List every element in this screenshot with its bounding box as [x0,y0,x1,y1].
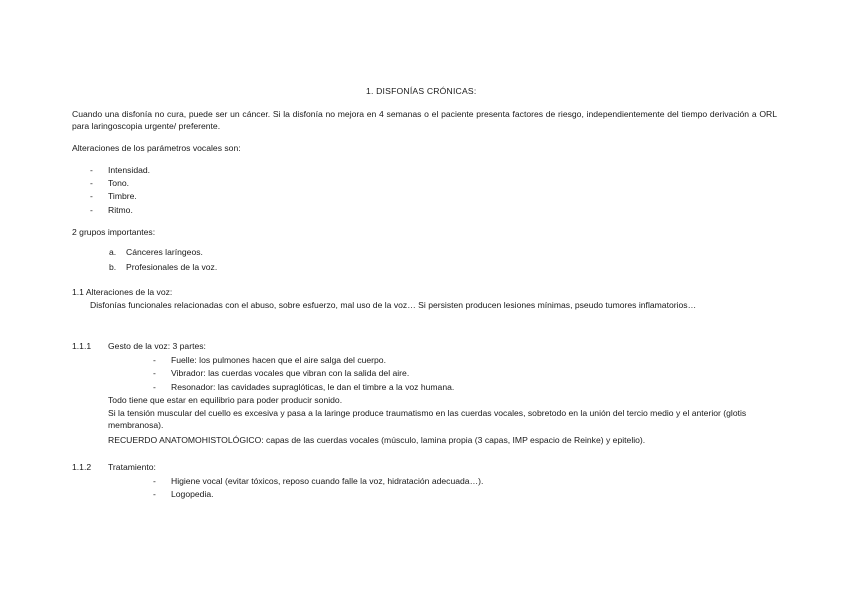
bullet-dash: - [90,191,93,201]
bullet-dash: - [153,368,156,378]
section-1-1-1-number: 1.1.1 [72,341,92,351]
list-item: - Tono. [90,178,130,188]
section-1-1-1-paragraph-1: Todo tiene que estar en equilibrio para poder producir sonido. [108,395,343,405]
section-1-1-1-paragraph-2: Si la tensión muscular del cuello es excesiva y pasa a la laringe produce traumatismo en las cuerdas vocales, sobretodo en la unión del tercio medio y el anterior (glotis membranosa). [108,408,747,430]
list-item: - Fuelle: los pulmones hacen que el aire salga del cuerpo. [153,355,386,365]
section-1-1-1-heading: Gesto de la voz: 3 partes: [108,341,206,351]
list-item: - Ritmo. [90,205,133,215]
bullet-dash: - [90,165,93,175]
list-item: b. Profesionales de la voz. [109,262,218,272]
section-1-1-2-number: 1.1.2 [72,462,92,472]
intro-paragraph: Cuando una disfonía no cura, puede ser un cáncer. Si la disfonía no mejora en 4 semanas o el paciente presenta factores de riesgo, independientemente del tiempo derivación a ORL para laringoscopia urgente/ preferente. [72,109,777,131]
bullet-dash: - [90,205,93,215]
alteraciones-heading: Alteraciones de los parámetros vocales son: [72,143,241,153]
bullet-dash: - [153,476,156,486]
grupos-heading: 2 grupos importantes: [72,227,156,237]
section-1-1-2-heading: Tratamiento: [108,462,156,472]
list-marker: b. [109,262,117,272]
list-item: - Timbre. [90,191,137,201]
section-1-1-1-paragraph-3: RECUERDO ANATOMOHISTOLÓGICO: capas de las cuerdas vocales (músculo, lamina propia (3 capas, IMP espacio de Reinke) y epitelio). [108,435,646,445]
list-item: - Logopedia. [153,489,214,499]
bullet-dash: - [153,355,156,365]
list-item: - Higiene vocal (evitar tóxicos, reposo cuando falle la voz, hidratación adecuada…). [153,476,484,486]
list-item: - Resonador: las cavidades supraglóticas, le dan el timbre a la voz humana. [153,382,455,392]
section-1-1-heading: 1.1 Alteraciones de la voz: [72,287,173,297]
page-title: 1. DISFONÍAS CRÓNICAS: [366,86,477,96]
list-marker: a. [109,247,117,257]
bullet-dash: - [153,382,156,392]
bullet-dash: - [90,178,93,188]
list-item: - Intensidad. [90,165,151,175]
bullet-dash: - [153,489,156,499]
list-item: a. Cánceres laríngeos. [109,247,203,257]
list-item: - Vibrador: las cuerdas vocales que vibran con la salida del aire. [153,368,410,378]
section-1-1-body: Disfonías funcionales relacionadas con el abuso, sobre esfuerzo, mal uso de la voz… Si persisten producen lesiones mínimas, pseudo tumores inflamatorios… [90,300,697,310]
